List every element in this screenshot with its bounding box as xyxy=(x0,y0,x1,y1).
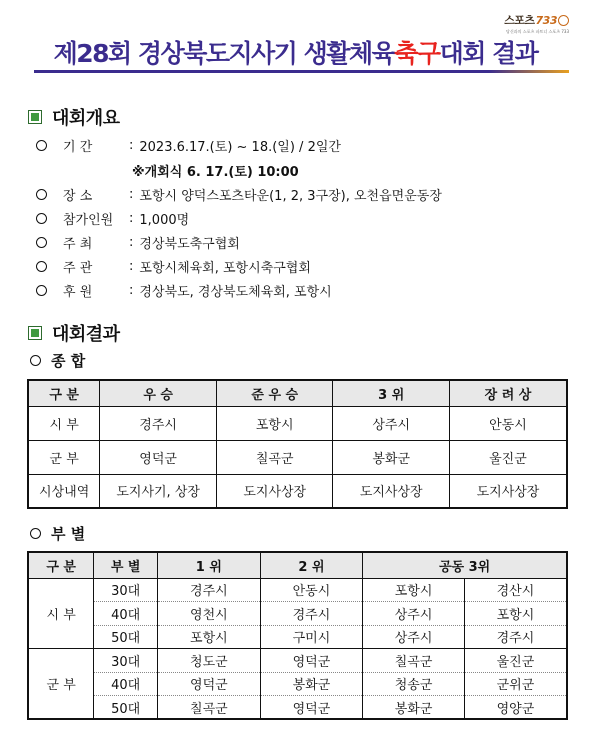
table-cell: 군위군 xyxy=(464,672,567,696)
table-cell: 청도군 xyxy=(158,649,261,673)
table-cell: 경주시 xyxy=(100,406,217,440)
circle-bullet-icon xyxy=(36,189,47,200)
table-header-cell: 2 위 xyxy=(260,552,363,578)
overview-item-colon: : xyxy=(129,187,134,202)
circle-bullet-icon xyxy=(36,140,47,151)
logo-text: 스포츠 xyxy=(504,14,535,27)
table-row xyxy=(28,578,567,602)
overview-item-value: 포항시 양덕스포츠타운(1, 2, 3구장), 오천읍면운동장 xyxy=(139,189,442,204)
overview-item xyxy=(36,233,240,252)
table-cell: 군 부 xyxy=(28,440,100,474)
table-cell: 구미시 xyxy=(260,625,363,649)
overview-item-colon: : xyxy=(129,211,134,226)
table-cell: 경주시 xyxy=(464,625,567,649)
overview-item-value: 2023.6.17.(토) ~ 18.(일) / 2일간 xyxy=(139,140,341,155)
table-cell: 칠곡군 xyxy=(363,649,465,673)
by-age-results-table xyxy=(27,551,568,720)
green-square-icon xyxy=(28,110,42,124)
overall-table-header xyxy=(28,380,567,406)
group-cell: 시 부 xyxy=(28,578,94,649)
overview-heading-text: 대회개요 xyxy=(52,108,120,129)
overall-subheading-text: 종 합 xyxy=(51,352,86,370)
table-cell: 경주시 xyxy=(158,578,261,602)
results-heading-text: 대회결과 xyxy=(52,324,120,345)
soccer-ball-icon xyxy=(558,15,569,26)
table-cell: 상주시 xyxy=(363,625,465,649)
logo-tagline: 당신과의 스포츠 파트너 스포츠 733 xyxy=(506,29,569,34)
overall-results-table xyxy=(27,379,568,509)
by-age-subheading-text: 부 별 xyxy=(51,525,86,543)
table-row xyxy=(28,474,567,508)
overview-item-label: 장 소 xyxy=(63,189,93,204)
table-cell: 도지사상장 xyxy=(333,474,449,508)
table-cell: 영양군 xyxy=(464,696,567,720)
overview-item xyxy=(36,209,189,228)
overview-item-label: 참가인원 xyxy=(63,213,114,228)
overview-item-value: 경상북도, 경상북도체육회, 포항시 xyxy=(139,285,332,300)
circle-bullet-icon xyxy=(36,261,47,272)
overview-item-colon: : xyxy=(129,138,134,153)
table-cell: 포항시 xyxy=(464,602,567,626)
table-header-cell: 우 승 xyxy=(100,380,217,406)
overview-item-label: 기 간 xyxy=(63,140,93,155)
table-cell: 안동시 xyxy=(260,578,363,602)
table-cell: 울진군 xyxy=(464,649,567,673)
table-cell: 시상내역 xyxy=(28,474,100,508)
table-cell: 상주시 xyxy=(363,602,465,626)
table-cell: 도지사상장 xyxy=(216,474,332,508)
logo xyxy=(504,12,569,35)
results-heading xyxy=(28,320,120,346)
table-cell: 봉화군 xyxy=(363,696,465,720)
table-cell: 칠곡군 xyxy=(216,440,332,474)
table-cell: 청송군 xyxy=(363,672,465,696)
overview-item-label: 주 관 xyxy=(63,261,93,276)
title-post: 대회 결과 xyxy=(439,39,538,68)
overview-item-value: 포항시체육회, 포항시축구협회 xyxy=(139,261,311,276)
table-cell: 상주시 xyxy=(333,406,449,440)
overview-item xyxy=(36,281,332,300)
table-row xyxy=(28,649,567,673)
by-age-subheading xyxy=(30,523,85,544)
logo-wordmark xyxy=(504,12,569,28)
title-underline xyxy=(34,70,569,73)
by-age-table-body xyxy=(28,578,567,719)
table-cell: 안동시 xyxy=(449,406,567,440)
table-cell: 도지사기, 상장 xyxy=(100,474,217,508)
table-cell: 영천시 xyxy=(158,602,261,626)
table-cell: 30대 xyxy=(94,649,158,673)
circle-bullet-icon xyxy=(36,237,47,248)
table-cell: 영덕군 xyxy=(260,696,363,720)
table-row xyxy=(28,696,567,720)
green-square-icon xyxy=(28,326,42,340)
overview-item-label: 후 원 xyxy=(63,285,93,300)
table-row xyxy=(28,406,567,440)
overview-item xyxy=(36,185,442,204)
circle-bullet-icon xyxy=(36,285,47,296)
table-row xyxy=(28,672,567,696)
by-age-table-header xyxy=(28,552,567,578)
table-header-cell: 부 별 xyxy=(94,552,158,578)
table-header-cell: 구 분 xyxy=(28,380,100,406)
page-title xyxy=(0,34,591,70)
table-cell: 포항시 xyxy=(158,625,261,649)
table-cell: 도지사상장 xyxy=(449,474,567,508)
overview-item-colon: : xyxy=(129,259,134,274)
circle-bullet-icon xyxy=(36,213,47,224)
circle-bullet-icon xyxy=(30,528,41,539)
table-cell: 영덕군 xyxy=(260,649,363,673)
overview-heading xyxy=(28,104,120,130)
table-cell: 50대 xyxy=(94,696,158,720)
table-cell: 울진군 xyxy=(449,440,567,474)
table-cell: 칠곡군 xyxy=(158,696,261,720)
table-cell: 40대 xyxy=(94,602,158,626)
overview-item-label: 주 최 xyxy=(63,237,93,252)
table-cell: 봉화군 xyxy=(333,440,449,474)
circle-bullet-icon xyxy=(30,355,41,366)
table-row xyxy=(28,440,567,474)
logo-number: 733 xyxy=(535,13,557,27)
table-cell: 봉화군 xyxy=(260,672,363,696)
table-cell: 경주시 xyxy=(260,602,363,626)
table-cell: 시 부 xyxy=(28,406,100,440)
table-cell: 50대 xyxy=(94,625,158,649)
table-row xyxy=(28,625,567,649)
table-row xyxy=(28,602,567,626)
table-cell: 30대 xyxy=(94,578,158,602)
table-cell: 포항시 xyxy=(216,406,332,440)
table-cell: 영덕군 xyxy=(158,672,261,696)
table-cell: 영덕군 xyxy=(100,440,217,474)
overview-item xyxy=(36,136,341,155)
title-pre: 제28회 경상북도지사기 생활체육 xyxy=(53,39,395,68)
overview-item-value: 1,000명 xyxy=(139,213,190,228)
table-cell: 40대 xyxy=(94,672,158,696)
table-header-cell: 3 위 xyxy=(333,380,449,406)
overview-item xyxy=(36,257,311,276)
group-cell: 군 부 xyxy=(28,649,94,720)
title-accent: 축구 xyxy=(394,39,440,68)
table-header-cell: 공동 3위 xyxy=(363,552,567,578)
overview-item-value: 경상북도축구협회 xyxy=(139,237,240,252)
table-header-cell: 구 분 xyxy=(28,552,94,578)
overall-table-body xyxy=(28,406,567,508)
overview-item-colon: : xyxy=(129,235,134,250)
table-header-cell: 1 위 xyxy=(158,552,261,578)
table-header-cell: 준 우 승 xyxy=(216,380,332,406)
table-cell: 경산시 xyxy=(464,578,567,602)
overall-subheading xyxy=(30,350,85,371)
opening-ceremony-note: ※개회식 6. 17.(토) 10:00 xyxy=(132,165,299,180)
overview-item-colon: : xyxy=(129,283,134,298)
table-cell: 포항시 xyxy=(363,578,465,602)
table-header-cell: 장 려 상 xyxy=(449,380,567,406)
